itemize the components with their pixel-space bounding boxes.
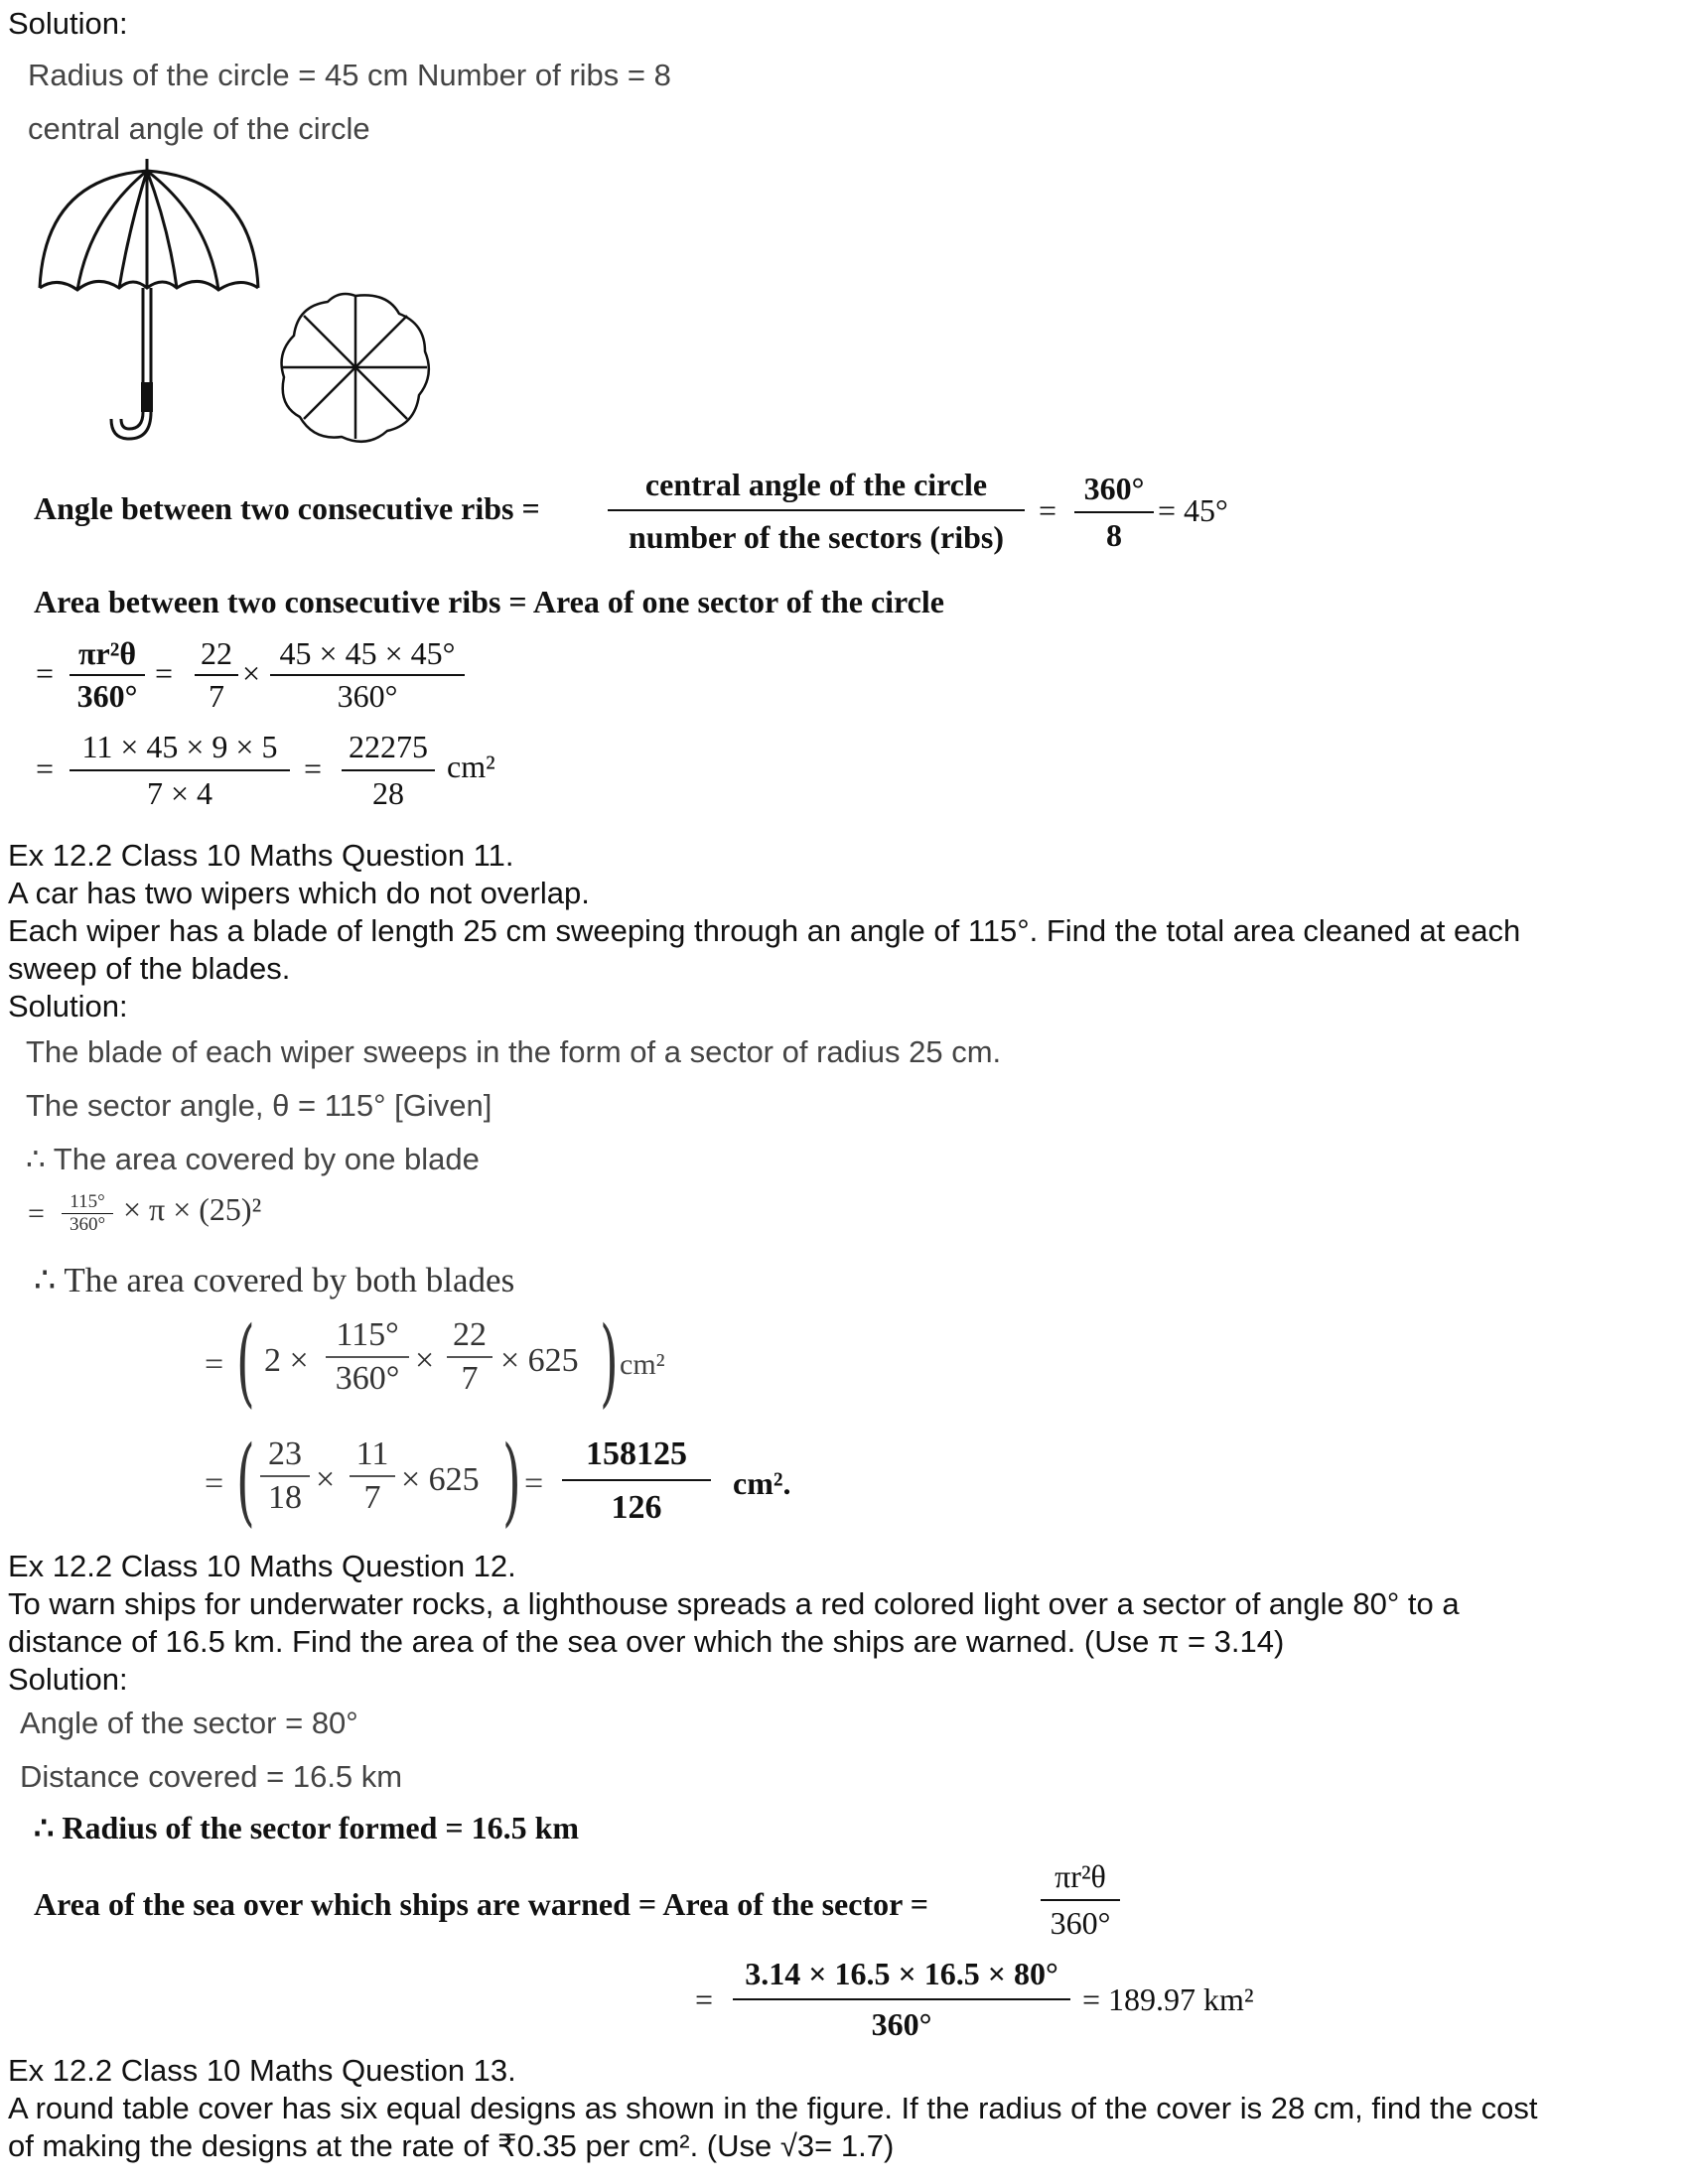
sector-formula-numerator: πr²θ (1055, 1858, 1106, 1894)
equals-sign: = (28, 1197, 45, 1230)
sea-area-numerator: 3.14 × 16.5 × 16.5 × 80° (745, 1956, 1058, 1991)
values-numerator: 45 × 45 × 45° (279, 635, 456, 671)
equals-sign: = (155, 655, 174, 691)
one-blade-numerator: 115° (70, 1191, 105, 1212)
simplified-denominator: 7 × 4 (146, 775, 213, 811)
left-paren: ( (236, 1426, 255, 1537)
result-fraction (342, 729, 435, 812)
result-numerator: 22275 (349, 729, 428, 764)
sector-formula-fraction (1041, 1858, 1120, 1942)
pi-numerator: 11 (355, 1435, 389, 1472)
unit-cm2: cm². (733, 1465, 791, 1501)
final-fraction (562, 1435, 711, 1527)
angle-result: = 45° (1158, 492, 1228, 528)
one-blade-expression: × π × (25)² (123, 1191, 262, 1227)
pi-numerator: 22 (201, 635, 232, 671)
sector-angle-line: Angle of the sector = 80° (20, 1706, 358, 1740)
angle-fraction (608, 467, 1025, 556)
sector-formula-denominator: 360° (76, 678, 138, 714)
degree-numerator: 360° (1083, 471, 1145, 506)
sector-formula-denominator: 360° (1050, 1905, 1111, 1941)
ratio-numerator: 23 (268, 1435, 302, 1472)
equals-sign: = (524, 1465, 544, 1502)
question-11-text-3: sweep of the blades. (8, 951, 291, 986)
sea-area-denominator: 360° (871, 2006, 932, 2042)
question-11-heading: Ex 12.2 Class 10 Maths Question 11. (8, 838, 514, 873)
right-paren: ) (600, 1306, 619, 1418)
angle-lhs: Angle between two consecutive ribs = (34, 490, 540, 526)
final-numerator: 158125 (586, 1435, 687, 1472)
simplified-fraction (70, 729, 290, 812)
both-blades-line: ∴ The area covered by both blades (34, 1261, 515, 1299)
angle-ratio-denominator: 360° (335, 1360, 400, 1397)
radius-line: ∴ Radius of the sector formed = 16.5 km (34, 1810, 580, 1845)
equals-sign: = (1039, 492, 1057, 528)
equals-sign: = (205, 1346, 224, 1383)
ratio-denominator: 18 (268, 1479, 302, 1516)
wiper-line-2: The sector angle, θ = 115° [Given] (26, 1088, 492, 1123)
angle-ratio-numerator: 115° (336, 1316, 399, 1353)
times-625: × 625 (500, 1342, 579, 1379)
simplified-numerator: 11 × 45 × 9 × 5 (81, 729, 278, 764)
central-angle-line: central angle of the circle (28, 111, 370, 146)
pi-fraction (350, 1435, 395, 1517)
question-11-text-2: Each wiper has a blade of length 25 cm sweeping through an angle of 115°. Find the total area cleaned at each (8, 913, 1521, 948)
question-13-heading: Ex 12.2 Class 10 Maths Question 13. (8, 2053, 516, 2088)
pi-fraction (447, 1316, 492, 1398)
sector-formula-fraction (70, 635, 145, 715)
two-times: 2 × (264, 1342, 309, 1379)
pi-denominator: 7 (461, 1360, 479, 1397)
values-denominator: 360° (337, 678, 398, 714)
equals-sign: = (36, 655, 55, 691)
sea-area-fraction (733, 1956, 1070, 2043)
sea-area-result: = 189.97 km² (1082, 1981, 1254, 2017)
radius-line: Radius of the circle = 45 cm Number of ribs = 8 (28, 58, 671, 92)
final-denominator: 126 (611, 1489, 662, 1526)
pi-numerator: 22 (453, 1316, 487, 1353)
angle-denominator: number of the sectors (ribs) (628, 519, 1004, 555)
pi-denominator: 7 (363, 1479, 381, 1516)
pi-fraction (195, 635, 238, 715)
equals-sign: = (36, 751, 55, 786)
question-12-text-1: To warn ships for underwater rocks, a lighthouse spreads a red colored light over a sector of angle 80° to a (8, 1586, 1460, 1621)
one-blade-denominator: 360° (69, 1214, 106, 1235)
wiper-line-3: ∴ The area covered by one blade (26, 1142, 480, 1176)
solution-label: Solution: (8, 989, 128, 1024)
angle-ratio-fraction (326, 1316, 409, 1398)
solution-label: Solution: (8, 6, 128, 41)
times-sign: × (415, 1342, 435, 1379)
one-blade-fraction (62, 1191, 113, 1236)
question-13-text-2: of making the designs at the rate of ₹0.35 per cm². (Use √3= 1.7) (8, 2128, 895, 2163)
solution-label: Solution: (8, 1662, 128, 1697)
right-paren: ) (502, 1426, 521, 1537)
question-13-text-1: A round table cover has six equal designs as shown in the figure. If the radius of the cover is 28 cm, find the cost (8, 2091, 1538, 2125)
sea-area-lhs: Area of the sea over which ships are warned = Area of the sector = (34, 1886, 928, 1922)
values-fraction (270, 635, 465, 715)
unit-cm2: cm² (620, 1348, 665, 1381)
question-12-text-2: distance of 16.5 km. Find the area of the sea over which the ships are warned. (Use π = 3.14) (8, 1624, 1285, 1659)
degree-fraction (1074, 471, 1154, 554)
distance-line: Distance covered = 16.5 km (20, 1759, 403, 1794)
angle-numerator: central angle of the circle (644, 467, 988, 502)
umbrella-icon (30, 159, 268, 447)
equals-sign: = (205, 1465, 224, 1502)
degree-denominator: 8 (1106, 517, 1122, 553)
sector-formula-numerator: πr²θ (77, 635, 137, 671)
area-line: Area between two consecutive ribs = Area of one sector of the circle (34, 584, 944, 619)
question-11-text-1: A car has two wipers which do not overlap. (8, 876, 590, 910)
question-12-heading: Ex 12.2 Class 10 Maths Question 12. (8, 1549, 516, 1583)
umbrella-top-view-icon (276, 288, 435, 447)
equals-sign: = (304, 751, 323, 786)
times-sign: × (316, 1461, 336, 1498)
left-paren: ( (236, 1306, 255, 1418)
unit-cm2: cm² (447, 749, 495, 784)
result-denominator: 28 (372, 775, 404, 811)
times-625: × 625 (401, 1461, 480, 1498)
ratio-fraction (260, 1435, 310, 1517)
wiper-line-1: The blade of each wiper sweeps in the form of a sector of radius 25 cm. (26, 1034, 1002, 1069)
equals-sign: = (695, 1981, 714, 2017)
pi-denominator: 7 (209, 678, 224, 714)
times-sign: × (242, 655, 261, 691)
